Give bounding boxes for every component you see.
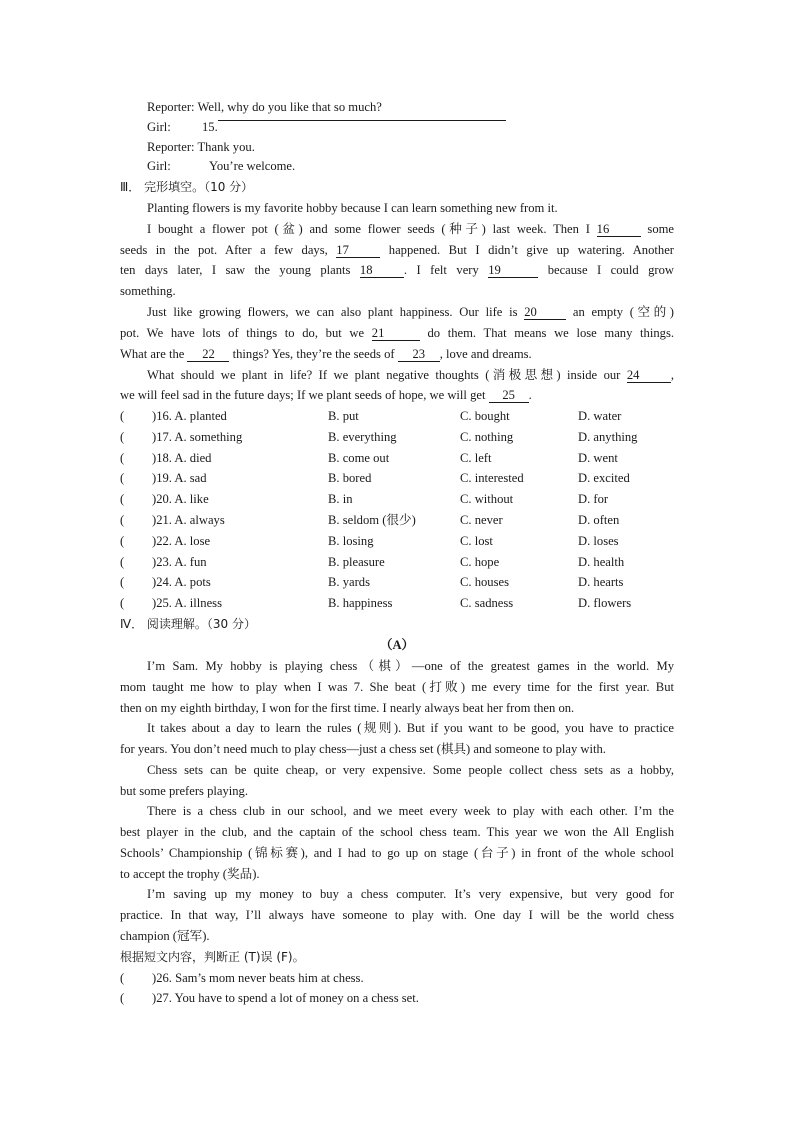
answer-paren[interactable]: (	[120, 492, 125, 506]
speaker: Reporter:	[147, 140, 195, 154]
option-a[interactable]: )16. A. planted	[152, 409, 227, 423]
cloze-p4-line-2: we will feel sad in the future days; If we plant seeds of hope, we will get 25 .	[120, 388, 532, 402]
answer-paren[interactable]: (	[120, 534, 125, 548]
option-d[interactable]: D. for	[578, 492, 609, 506]
answer-paren[interactable]: (	[120, 991, 125, 1005]
answer-paren[interactable]: (	[120, 513, 125, 527]
blank-20[interactable]: 20	[524, 305, 566, 320]
passage-line-5: for years. You don’t need much to play chess—just a chess set (棋具) and someone to play with.	[120, 742, 606, 756]
cloze-p4-line-1: What should we plant in life? If we plant negative thoughts (消极思想) inside our 24 ,	[147, 368, 674, 382]
blank-23[interactable]: 23	[398, 347, 440, 362]
option-b[interactable]: B. seldom (很少)	[328, 513, 416, 527]
passage-line-1: I’m Sam. My hobby is playing chess（棋）—one of the greatest games in the world. My	[147, 659, 674, 673]
option-b[interactable]: B. put	[328, 409, 359, 423]
option-c[interactable]: C. bought	[460, 409, 510, 423]
option-b[interactable]: B. in	[328, 492, 353, 506]
option-a[interactable]: )19. A. sad	[152, 471, 207, 485]
option-row-20	[0, 491, 794, 507]
blank-24[interactable]: 24	[627, 368, 671, 383]
speaker: Girl:	[147, 120, 171, 134]
dialogue-line-reporter-2	[147, 139, 255, 155]
option-d[interactable]: D. health	[578, 555, 625, 569]
passage-line-2: mom taught me how to play when I was 7. She beat (打败) me every time for the first year. But	[120, 680, 674, 694]
blank-25[interactable]: 25	[489, 388, 529, 403]
option-d[interactable]: D. loses	[578, 534, 619, 548]
option-row-24	[0, 574, 794, 590]
passage-line-12: I’m saving up my money to buy a chess computer. It’s very expensive, but very good for	[147, 887, 674, 901]
cloze-p3-line-3: What are the 22 things? Yes, they’re the seeds of 23 , love and dreams.	[120, 347, 532, 361]
option-c[interactable]: C. without	[460, 492, 514, 506]
option-a[interactable]: )22. A. lose	[152, 534, 211, 548]
option-row-23	[0, 554, 794, 570]
option-c[interactable]: C. lost	[460, 534, 493, 548]
passage-line-13: practice. In that way, I’ll always have someone to play with. One day I will be the world chess	[120, 908, 674, 922]
dialogue-text: You’re welcome.	[209, 159, 296, 173]
blank-22[interactable]: 22	[187, 347, 229, 362]
option-d[interactable]: D. flowers	[578, 596, 632, 610]
cloze-p3-line-1: Just like growing flowers, we can also plant happiness. Our life is 20 an empty (空的)	[147, 305, 674, 319]
option-a[interactable]: )21. A. always	[152, 513, 225, 527]
option-a[interactable]: )20. A. like	[152, 492, 209, 506]
question-text: )27. You have to spend a lot of money on a chess set.	[152, 991, 419, 1005]
option-c[interactable]: C. nothing	[460, 430, 514, 444]
option-b[interactable]: B. happiness	[328, 596, 393, 610]
section-3-title: Ⅲ． 完形填空。（10 分）	[120, 180, 254, 194]
option-c[interactable]: C. interested	[460, 471, 524, 485]
answer-paren[interactable]: (	[120, 596, 125, 610]
cloze-p2-line-2: seeds in the pot. After a few days, 17 happened. But I didn’t give up watering. Another	[120, 243, 674, 257]
answer-paren[interactable]: (	[120, 430, 125, 444]
question-15-label: 15.	[202, 120, 218, 134]
option-d[interactable]: D. hearts	[578, 575, 624, 589]
option-row-19	[0, 470, 794, 486]
blank-19[interactable]: 19	[488, 263, 538, 278]
option-b[interactable]: B. pleasure	[328, 555, 385, 569]
option-row-22	[0, 533, 794, 549]
option-row-21	[0, 512, 794, 528]
option-b[interactable]: B. bored	[328, 471, 372, 485]
passage-a-label: （A）	[379, 638, 415, 652]
option-row-16	[0, 408, 794, 424]
option-d[interactable]: D. water	[578, 409, 622, 423]
answer-paren[interactable]: (	[120, 575, 125, 589]
answer-paren[interactable]: (	[120, 471, 125, 485]
answer-paren[interactable]: (	[120, 409, 125, 423]
option-a[interactable]: )23. A. fun	[152, 555, 207, 569]
speaker: Reporter:	[147, 100, 195, 114]
answer-paren[interactable]: (	[120, 555, 125, 569]
passage-line-4: It takes about a day to learn the rules (规则). But if you want to be good, you have to practice	[147, 721, 674, 735]
option-c[interactable]: C. left	[460, 451, 492, 465]
cloze-p2-line-3: ten days later, I saw the young plants 18 . I felt very 19 because I could grow	[120, 263, 674, 277]
blank-16[interactable]: 16	[597, 222, 641, 237]
option-row-25	[0, 595, 794, 611]
passage-line-10: Schools’ Championship (锦标赛), and I had to go up on stage (台子) in front of the whole school	[120, 846, 674, 860]
option-row-17	[0, 429, 794, 445]
tf-instruction: 根据短文内容，判断正 (T)误 (F)。	[120, 950, 305, 964]
cloze-p2-line-4: something.	[120, 284, 176, 298]
option-c[interactable]: C. sadness	[460, 596, 514, 610]
option-b[interactable]: B. come out	[328, 451, 390, 465]
passage-line-6: Chess sets can be quite cheap, or very expensive. Some people collect chess sets as a hobby,	[147, 763, 674, 777]
answer-paren[interactable]: (	[120, 971, 125, 985]
dialogue-text: Well, why do you like that so much?	[197, 100, 382, 114]
dialogue-line-girl-15	[147, 119, 218, 135]
question-27	[0, 990, 794, 1006]
answer-line-15[interactable]	[218, 120, 506, 121]
passage-line-8: There is a chess club in our school, and we meet every week to play with each other. I’m the	[147, 804, 674, 818]
option-b[interactable]: B. everything	[328, 430, 397, 444]
option-b[interactable]: B. yards	[328, 575, 370, 589]
dialogue-text: Thank you.	[197, 140, 255, 154]
option-a[interactable]: )24. A. pots	[152, 575, 211, 589]
passage-line-7: but some prefers playing.	[120, 784, 249, 798]
option-c[interactable]: C. houses	[460, 575, 509, 589]
blank-21[interactable]: 21	[372, 326, 420, 341]
dialogue-line-girl-2	[147, 158, 296, 174]
option-d[interactable]: D. went	[578, 451, 618, 465]
cloze-paragraph-1: Planting flowers is my favorite hobby because I can learn something new from it.	[147, 201, 558, 215]
option-a[interactable]: )25. A. illness	[152, 596, 222, 610]
question-text: )26. Sam’s mom never beats him at chess.	[152, 971, 364, 985]
speaker: Girl:	[147, 159, 171, 173]
dialogue-line-reporter-1	[147, 99, 382, 115]
option-b[interactable]: B. losing	[328, 534, 374, 548]
option-d[interactable]: D. anything	[578, 430, 638, 444]
blank-18[interactable]: 18	[360, 263, 404, 278]
cloze-p3-line-2: pot. We have lots of things to do, but we 21 do them. That means we lose many things.	[120, 326, 674, 340]
answer-paren[interactable]: (	[120, 451, 125, 465]
passage-line-9: best player in the club, and the captain of the school chess team. This year we won the All English	[120, 825, 674, 839]
cloze-p2-line-1: I bought a flower pot (盆) and some flower seeds (种子) last week. Then I 16 some	[147, 222, 674, 236]
passage-line-14: champion (冠军).	[120, 929, 210, 943]
passage-line-11: to accept the trophy (奖品).	[120, 867, 260, 881]
option-d[interactable]: D. excited	[578, 471, 630, 485]
option-c[interactable]: C. never	[460, 513, 503, 527]
option-row-18	[0, 450, 794, 466]
passage-line-3: then on my eighth birthday, I won for the first time. I nearly always beat her from then on.	[120, 701, 575, 715]
option-a[interactable]: )17. A. something	[152, 430, 243, 444]
option-d[interactable]: D. often	[578, 513, 620, 527]
section-4-title: Ⅳ． 阅读理解。（30 分）	[120, 617, 256, 631]
option-a[interactable]: )18. A. died	[152, 451, 212, 465]
option-c[interactable]: C. hope	[460, 555, 500, 569]
question-26	[0, 970, 794, 986]
blank-17[interactable]: 17	[336, 243, 380, 258]
